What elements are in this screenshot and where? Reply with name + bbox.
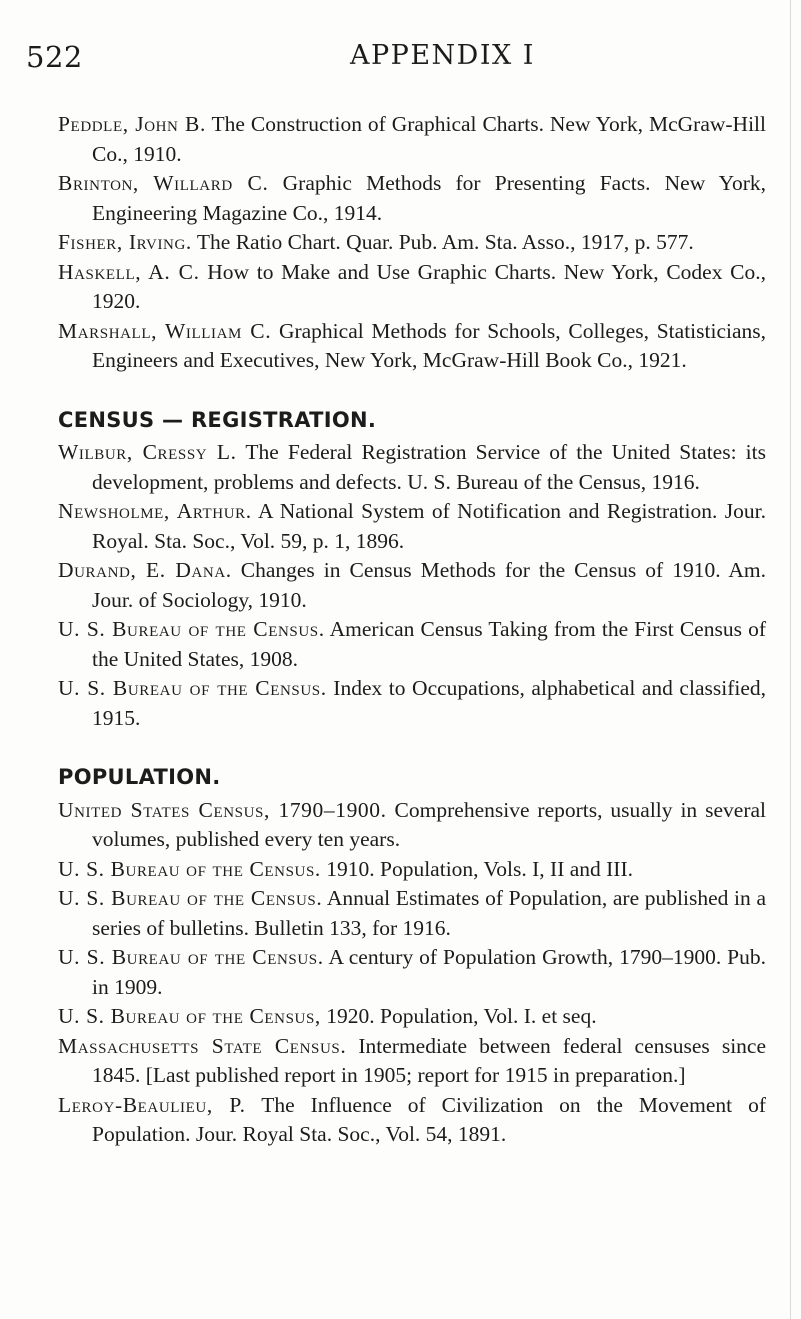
bibliography-entry [58, 796, 766, 855]
entry-text: Changes in Census Methods for the Census of 1910. Am. Jour. of Sociology, 1910. [92, 558, 766, 612]
bibliography-entry [58, 169, 766, 228]
bibliography-entry [58, 556, 766, 615]
bibliography-entry [58, 110, 766, 169]
bibliography-entry [58, 1032, 766, 1091]
entry-text: 1920. Population, Vol. I. et seq. [326, 1004, 597, 1028]
bibliography-section [58, 763, 766, 1150]
entry-author: Wilbur, Cressy L. [58, 440, 237, 464]
entry-author: U. S. Bureau of the Census. [58, 945, 324, 969]
entry-text: The Influence of Civilization on the Movement of Population. Jour. Royal Sta. Soc., Vol. 54, 1891. [92, 1092, 766, 1146]
page-number: 522 [26, 40, 83, 74]
bibliography-entry [58, 497, 766, 556]
running-head: APPENDIX I [350, 40, 535, 71]
entry-author: Newsholme, Arthur. [58, 499, 252, 523]
entry-author: Durand, E. Dana. [58, 558, 232, 582]
entry-text: Comprehensive reports, usually in several volumes, published every ten years. [92, 797, 766, 851]
entry-author: Brinton, Willard C. [58, 171, 269, 195]
entry-text: Annual Estimates of Population, are published in a series of bulletins. Bulletin 133, for 1916. [92, 886, 766, 940]
bibliography-entry [58, 1091, 766, 1150]
entry-author: U. S. Bureau of the Census. [58, 856, 321, 881]
bibliography-entry [58, 438, 766, 497]
bibliography-entry [58, 855, 766, 885]
page-header [26, 40, 766, 80]
bibliography-entry [58, 943, 766, 1002]
entry-text: The Federal Registration Service of the United States: its development, problems and defects. U. S. Bureau of the Census, 1916. [92, 440, 766, 494]
entry-text: Graphical Methods for Schools, Colleges, Statisticians, Engineers and Executives, New York, McGraw-Hill Book Co., 1921. [92, 318, 767, 372]
bibliography-entry [58, 258, 766, 317]
entry-text: How to Make and Use Graphic Charts. New York, Codex Co., 1920. [92, 259, 766, 313]
bibliography-entry [58, 674, 766, 733]
bibliography-entry [58, 884, 766, 943]
bibliography-section [58, 406, 766, 734]
page-edge [790, 0, 791, 1319]
entry-text: The Construction of Graphical Charts. New York, McGraw-Hill Co., 1910. [92, 112, 766, 166]
entry-author: Haskell, A. C. [58, 259, 200, 284]
entry-text: Index to Occupations, alphabetical and classified, 1915. [92, 676, 766, 730]
entry-author: Peddle, John B. [58, 112, 206, 136]
entry-text: 1910. Population, Vols. I, II and III. [326, 856, 634, 881]
section-heading: POPULATION. [58, 765, 221, 789]
bibliography-entry [58, 317, 766, 376]
entry-author: Massachusetts State Census. [58, 1033, 347, 1058]
entry-author: U. S. Bureau of the Census. [58, 617, 325, 641]
section-heading: CENSUS — REGISTRATION. [58, 407, 377, 432]
entry-author: U. S. Bureau of the Census, [58, 1004, 321, 1028]
bibliography-entry [58, 615, 766, 674]
bibliography-body [58, 110, 766, 1180]
entry-text: The Ratio Chart. Quar. Pub. Am. Sta. Asso., 1917, p. 577. [196, 230, 694, 254]
bibliography-entry [58, 228, 766, 258]
bibliography-section [58, 110, 766, 376]
entry-author: U. S. Bureau of the Census. [58, 676, 327, 700]
entry-author: Leroy-Beaulieu, P. [58, 1092, 246, 1117]
entry-author: United States Census, 1790–1900. [58, 797, 387, 822]
entry-text: Intermediate between federal censuses since 1845. [Last published report in 1905; report for 1915 in preparation.] [92, 1033, 766, 1087]
entry-author: U. S. Bureau of the Census. [58, 886, 323, 910]
entry-text: American Census Taking from the First Census of the United States, 1908. [92, 617, 766, 671]
entry-text: A National System of Notification and Registration. Jour. Royal. Sta. Soc., Vol. 59, p. 1, 1896. [92, 499, 766, 553]
bibliography-entry [58, 1002, 766, 1032]
entry-author: Fisher, Irving. [58, 230, 192, 254]
entry-text: A century of Population Growth, 1790–1900. Pub. in 1909. [92, 945, 766, 999]
entry-text: Graphic Methods for Presenting Facts. New York, Engineering Magazine Co., 1914. [92, 171, 767, 225]
entry-author: Marshall, William C. [58, 318, 272, 343]
